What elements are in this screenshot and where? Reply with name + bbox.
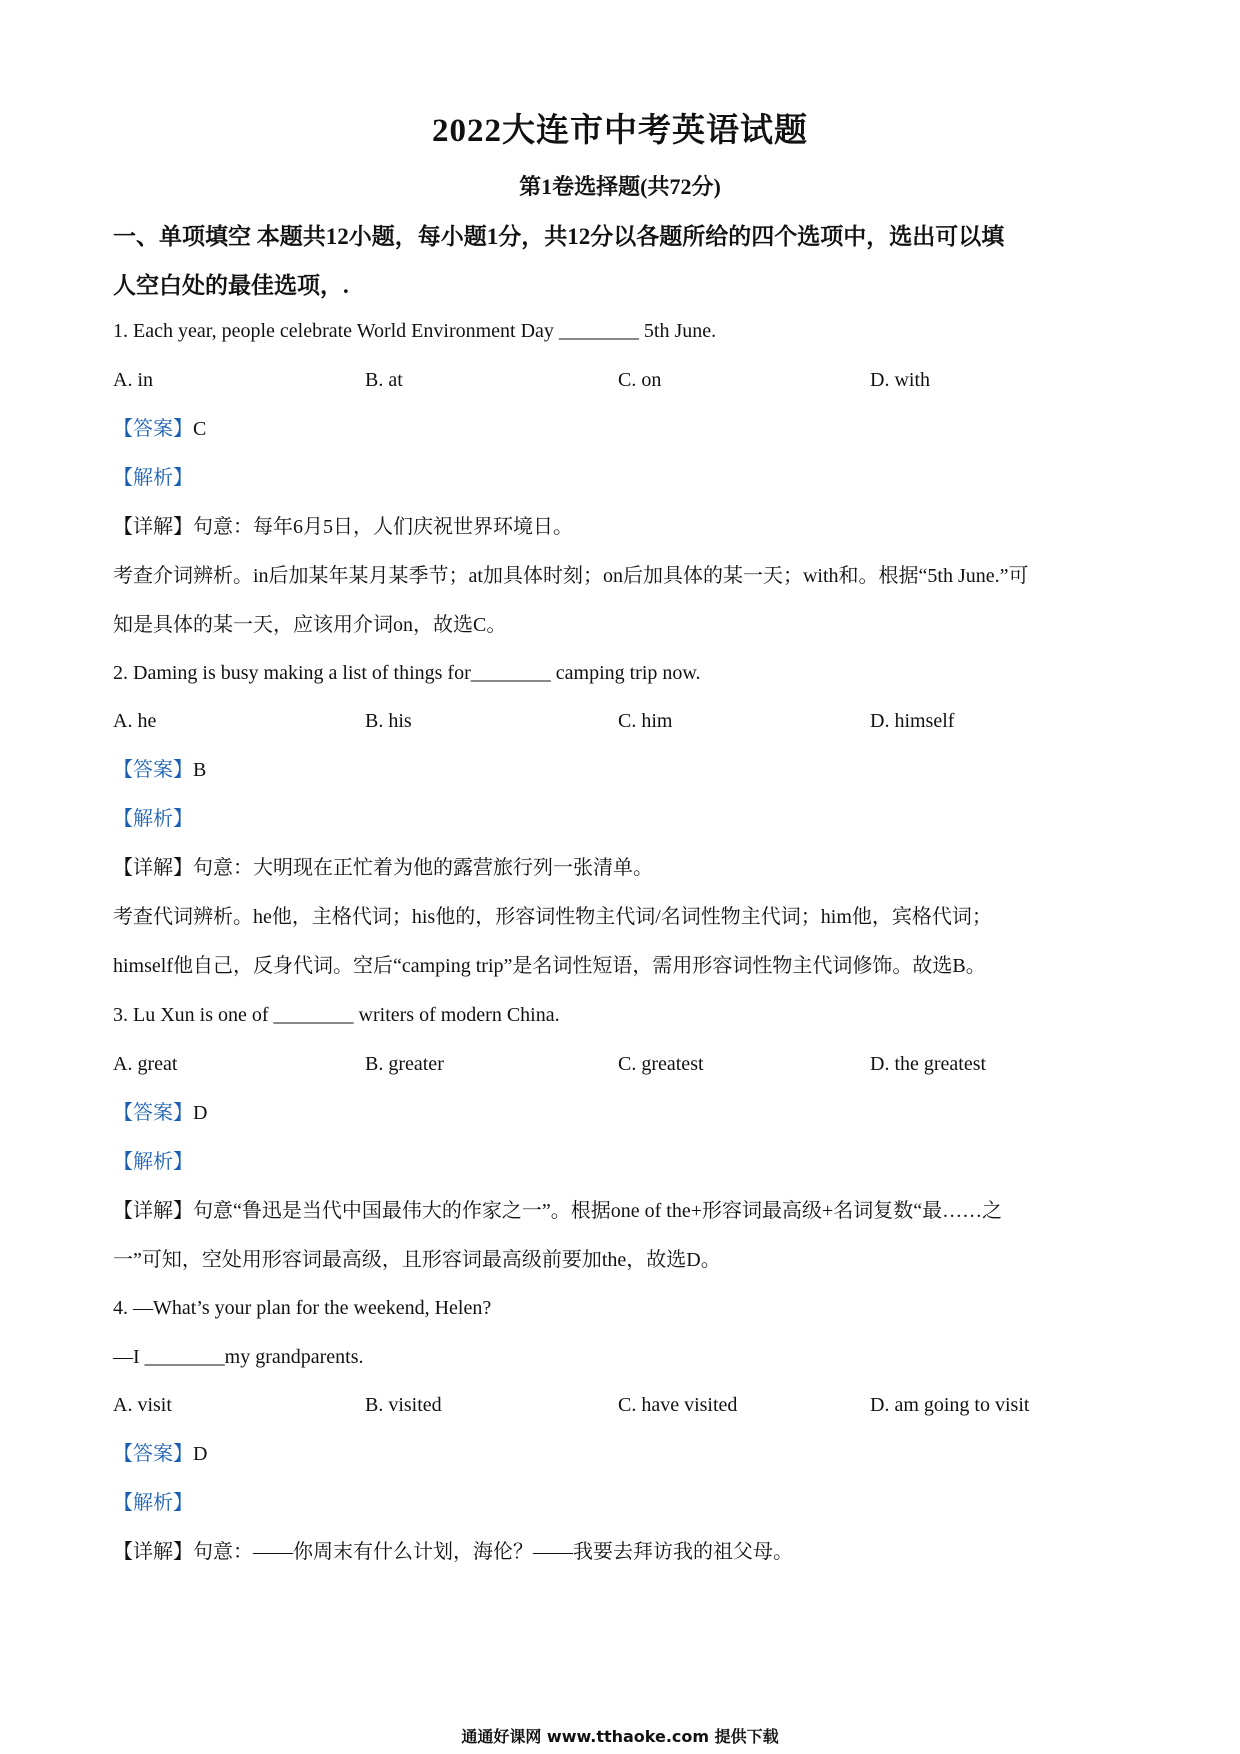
- question-2-answer: [113, 756, 1133, 784]
- question-1-explain-line-1: 考查介词辨析。in后加某年某月某季节；at加具体时刻；on后加具体的某一天；with和。根据“5th June.”可: [113, 565, 1029, 587]
- question-1-options: [113, 366, 1133, 394]
- page-title: 2022大连市中考英语试题: [432, 113, 808, 149]
- option-b: B. his: [365, 710, 412, 732]
- question-3-analysis: [113, 1148, 1133, 1176]
- question-4-options: [113, 1391, 1133, 1419]
- option-c: C. greatest: [618, 1053, 704, 1075]
- question-1-analysis: [113, 464, 1133, 492]
- question-2-options: [113, 707, 1133, 735]
- answer-tag: 【答案】: [113, 1443, 193, 1465]
- detail-text: 句意：——你周末有什么计划，海伦？——我要去拜访我的祖父母。: [193, 1541, 793, 1563]
- question-3-answer: [113, 1099, 1133, 1127]
- analysis-tag: 【解析】: [113, 1492, 193, 1514]
- question-3-stem: 3. Lu Xun is one of ________ writers of modern China.: [113, 1004, 560, 1026]
- question-1-stem: 1. Each year, people celebrate World Environment Day ________ 5th June.: [113, 320, 717, 342]
- answer-value: D: [193, 1102, 208, 1124]
- option-d: D. himself: [870, 710, 955, 732]
- question-2-explain-line-2: himself他自己，反身代词。空后“camping trip”是名词性短语，需用形容词性物主代词修饰。故选B。: [113, 955, 986, 977]
- option-b: B. at: [365, 369, 403, 391]
- analysis-tag: 【解析】: [113, 467, 193, 489]
- option-c: C. on: [618, 369, 662, 391]
- section-heading-line-2: 人空白处的最佳选项，.: [113, 273, 349, 298]
- option-c: C. him: [618, 710, 673, 732]
- option-b: B. visited: [365, 1394, 442, 1416]
- answer-value: D: [193, 1443, 208, 1465]
- answer-tag: 【答案】: [113, 1102, 193, 1124]
- page-subtitle: 第1卷选择题(共72分): [519, 174, 721, 199]
- option-a: A. great: [113, 1053, 178, 1075]
- detail-tag: 【详解】: [113, 857, 193, 879]
- answer-tag: 【答案】: [113, 759, 193, 781]
- option-a: A. he: [113, 710, 157, 732]
- question-2-stem: 2. Daming is busy making a list of things for________ camping trip now.: [113, 662, 701, 684]
- question-1-detail: [113, 513, 1133, 541]
- page-footer: 通通好课网 www.tthaoke.com 提供下载: [461, 1727, 779, 1746]
- detail-tag: 【详解】: [113, 1541, 193, 1563]
- answer-tag: 【答案】: [113, 418, 193, 440]
- question-3-detail: [113, 1197, 1133, 1225]
- question-4-detail: [113, 1538, 1133, 1566]
- question-4-analysis: [113, 1489, 1133, 1517]
- question-4-stem-line-2: —I ________my grandparents.: [113, 1346, 364, 1368]
- detail-text: 句意“鲁迅是当代中国最伟大的作家之一”。根据one of the+形容词最高级+名词复数“最……之: [193, 1200, 1003, 1222]
- option-a: A. in: [113, 369, 153, 391]
- section-heading: [113, 212, 1133, 310]
- question-4-stem-line-1: 4. —What’s your plan for the weekend, Helen?: [113, 1297, 492, 1319]
- answer-value: B: [193, 759, 207, 781]
- answer-value: C: [193, 418, 207, 440]
- detail-text: 句意：大明现在正忙着为他的露营旅行列一张清单。: [193, 857, 653, 879]
- option-d: D. with: [870, 369, 930, 391]
- detail-text: 句意：每年6月5日，人们庆祝世界环境日。: [193, 516, 573, 538]
- detail-tag: 【详解】: [113, 1200, 193, 1222]
- section-heading-line-1: 一、单项填空 本题共12小题，每小题1分，共12分以各题所给的四个选项中，选出可以填: [113, 224, 1005, 249]
- detail-tag: 【详解】: [113, 516, 193, 538]
- question-2-analysis: [113, 805, 1133, 833]
- question-2-detail: [113, 854, 1133, 882]
- question-4-answer: [113, 1440, 1133, 1468]
- question-2-explain-line-1: 考查代词辨析。he他，主格代词；his他的，形容词性物主代词/名词性物主代词；him他，宾格代词；: [113, 906, 992, 928]
- option-d: D. am going to visit: [870, 1394, 1030, 1416]
- option-d: D. the greatest: [870, 1053, 987, 1075]
- option-b: B. greater: [365, 1053, 444, 1075]
- question-3-detail-line-2: 一”可知，空处用形容词最高级，且形容词最高级前要加the，故选D。: [113, 1249, 721, 1271]
- question-1-explain-line-2: 知是具体的某一天，应该用介词on，故选C。: [113, 614, 507, 636]
- question-1-answer: [113, 415, 1133, 443]
- analysis-tag: 【解析】: [113, 1151, 193, 1173]
- analysis-tag: 【解析】: [113, 808, 193, 830]
- option-a: A. visit: [113, 1394, 172, 1416]
- question-3-options: [113, 1050, 1133, 1078]
- option-c: C. have visited: [618, 1394, 738, 1416]
